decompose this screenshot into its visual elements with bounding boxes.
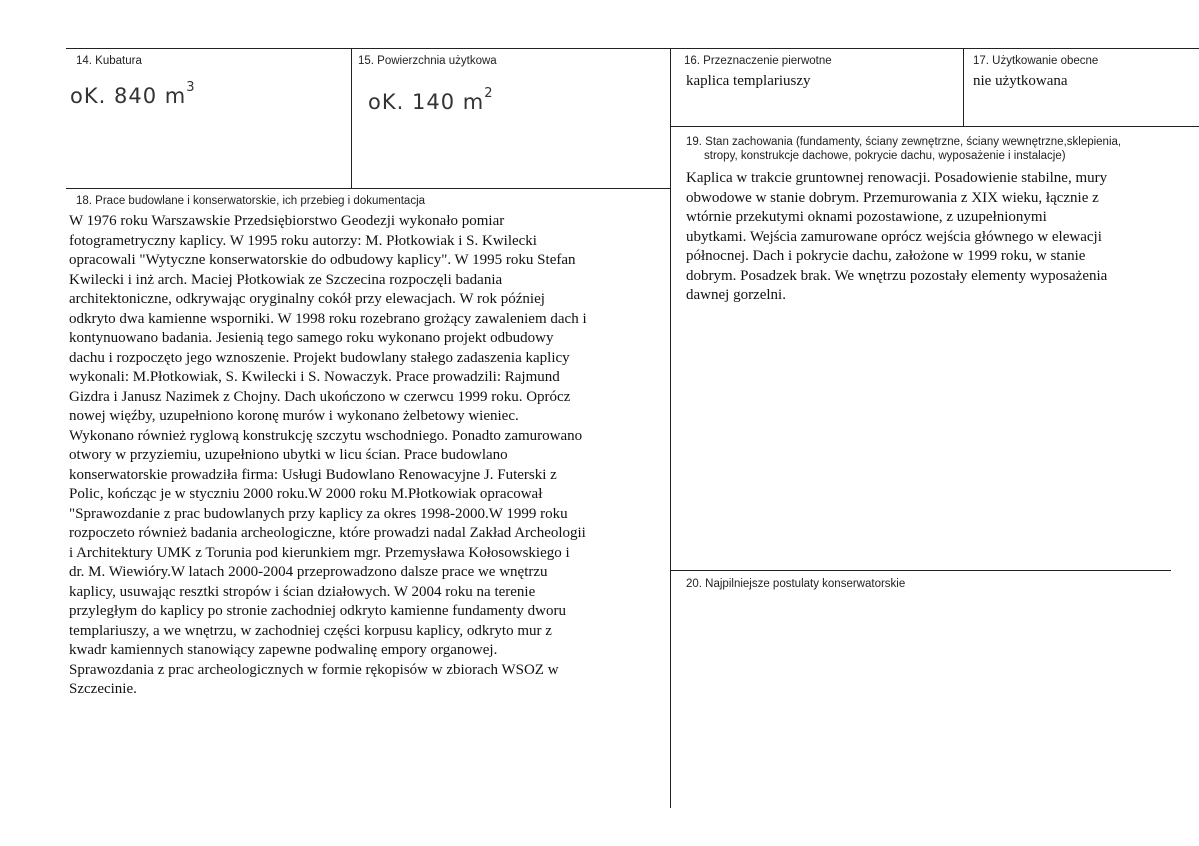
field-14-label: 14. Kubatura: [76, 55, 142, 67]
field-17-label: 17. Użytkowanie obecne: [973, 55, 1099, 67]
field-18-label: 18. Prace budowlane i konserwatorskie, ich przebieg i dokumentacja: [76, 195, 426, 207]
divider-above-20: [670, 570, 1171, 571]
divider-above-18: [66, 188, 671, 189]
field-20-label: 20. Najpilniejsze postulaty konserwatorskie: [686, 578, 906, 590]
divider-14-15: [351, 48, 352, 188]
divider-16-17: [963, 48, 964, 126]
field-19-label-line-2: stropy, konstrukcje dachowe, pokrycie dachu, wyposażenie i instalacje): [704, 150, 1066, 162]
field-19-value: Kaplica w trakcie gruntownej renowacji. Posadowienie stabilne, mury obwodowe w stanie dobrym. Przemurowania z XIX wieku, łącznie z wtórnie przekutymi oknami pozostawione, z uzupełnionymi ubytkami. Wejścia zamurowane oprócz wejścia głównego w elewacji północnej. Dach i pokrycie dachu, założone w 1999 roku, w stanie dobrym. Posadzek brak. We wnętrzu pozostały elementy wyposażenia dawnej gorzelni.: [686, 170, 1108, 303]
field-15-label: 15. Powierzchnia użytkowa: [358, 55, 497, 67]
field-18-value: W 1976 roku Warszawskie Przedsiębiorstwo Geodezji wykonało pomiar fotogrametryczny kaplicy. W 1995 roku autorzy: M. Płotkowiak i S. Kwilecki opracowali "Wytyczne konserwatorskie do odbudowy kaplicy". W 1995 roku Stefan Kwilecki i inż arch. Maciej Płotkowiak ze Szczecina rozpoczęli badania architektoniczne, odkrywając oryginalny cokół przy elewacjach. W rok później odkryto dwa kamienne wsporniki. W 1998 roku rozebrano grożący zawaleniem dach i kontynuowano badania. Jesienią tego samego roku wykonano projekt odbudowy dachu i rozpoczęto jego wznoszenie. Projekt budowlany stałego zadaszenia kaplicy wykonali: M.Płotkowiak, S. Kwilecki i S. Nowaczyk. Prace prowadzili: Rajmund Gizdra i Janusz Nazimek z Chojny. Dach ukończono w czerwcu 1999 roku. Oprócz nowej więźby, uzupełniono koronę murów i wykonano żelbetowy wieniec. Wykonano również ryglową konstrukcję szczytu wschodniego. Ponadto zamurowano otwory w przyziemiu, uzupełniono ubytki w licu ścian. Prace budowlano konserwatorskie prowadziła firma: Usługi Budowlano Renowacyjne J. Futerski z Polic, kończąc je w styczniu 2000 roku.W 2000 roku M.Płotkowiak opracował "Sprawozdanie z prac budowlanych przy kaplicy za okres 1998-2000.W 1999 roku rozpoczeto również badania archeologiczne, które prowadzi nadal Zakład Archeologii i Architektury UMK z Torunia pod kierunkiem mgr. Przemysława Kołosowskiego i dr. M. Wiewióry.W latach 2000-2004 przeprowadzono dalsze prace we wnętrzu kaplicy, usuwając resztki stropów i ścian działowych. W 2004 roku na terenie przyległym do kaplicy po stronie zachodniej odkryto kamienne fundamenty dworu templariuszy, a we wnętrzu, w zachodniej części korpusu kaplicy, odkryto mur z kwadr kamiennych stanowiący zapewne podwalinę empory organowej. Sprawozdania z prac archeologicznych w formie rękopisów w zbiorach WSOZ w Szczecinie.: [69, 213, 587, 697]
field-14-handwritten-value: oK. 840 $m^3$: [70, 80, 196, 108]
center-divider: [670, 48, 671, 808]
field-16-label: 16. Przeznaczenie pierwotne: [684, 55, 832, 67]
field-15-handwritten-value: oK. 140 $m^2$: [368, 86, 494, 114]
field-17-value: nie użytkowana: [973, 73, 1068, 89]
field-19-label-line-1: 19. Stan zachowania (fundamenty, ściany zewnętrzne, ściany wewnętrzne,sklepienia,: [686, 136, 1122, 148]
field-19-label: [686, 135, 1121, 163]
top-border-line: [66, 48, 1199, 49]
field-16-value: kaplica templariuszy: [686, 73, 811, 89]
divider-above-19: [670, 126, 1199, 127]
